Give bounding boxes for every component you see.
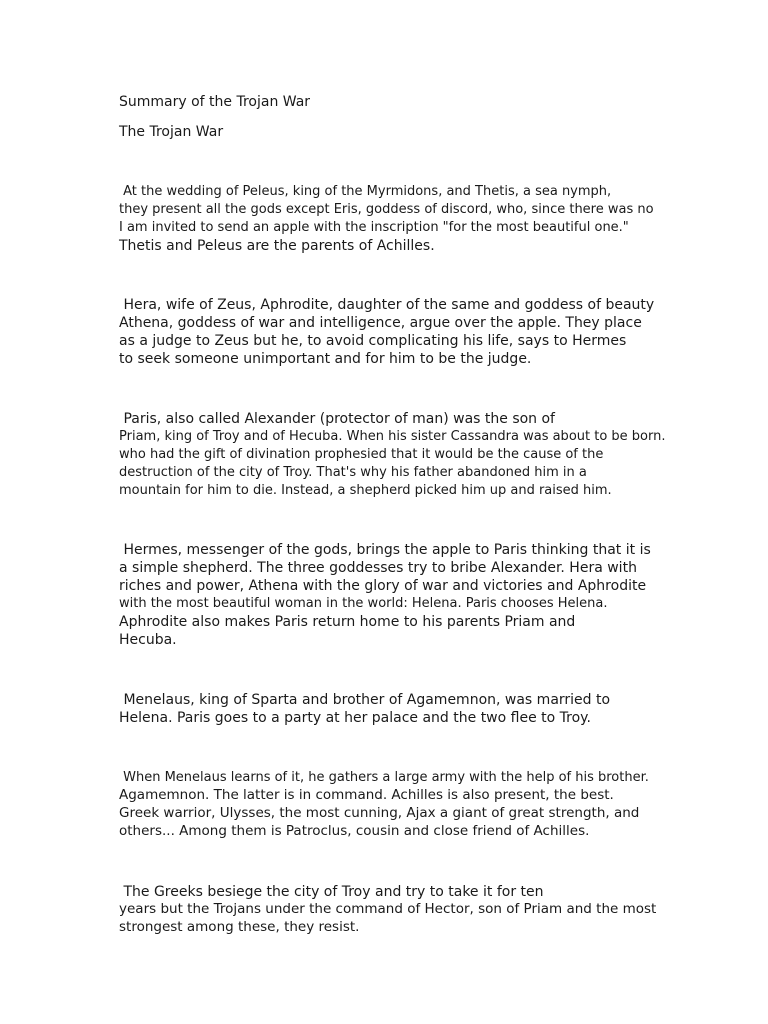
paragraph-line: riches and power, Athena with the glory of war and victories and Aphrodite	[119, 578, 647, 594]
paragraph-line: Hermes, messenger of the gods, brings the apple to Paris thinking that it is	[119, 542, 651, 558]
paragraph-line: as a judge to Zeus but he, to avoid complicating his life, says to Hermes	[119, 333, 627, 349]
paragraph-line: mountain for him to die. Instead, a shepherd picked him up and raised him.	[119, 483, 612, 498]
paragraph-line: a simple shepherd. The three goddesses try to bribe Alexander. Hera with	[119, 560, 637, 576]
paragraph-line: they present all the gods except Eris, goddess of discord, who, since there was no	[119, 202, 654, 217]
paragraph-line: Thetis and Peleus are the parents of Achilles.	[119, 238, 435, 254]
paragraph-line: Athena, goddess of war and intelligence, argue over the apple. They place	[119, 315, 642, 331]
paragraph-line: destruction of the city of Troy. That's why his father abandoned him in a	[119, 465, 587, 480]
paragraph-line: When Menelaus learns of it, he gathers a large army with the help of his brother.	[119, 770, 649, 785]
paragraph-line: Menelaus, king of Sparta and brother of Agamemnon, was married to	[119, 692, 611, 708]
document-title: Summary of the Trojan War	[119, 94, 311, 110]
paragraph-line: to seek someone unimportant and for him to be the judge.	[119, 351, 532, 367]
paragraph-line: Priam, king of Troy and of Hecuba. When his sister Cassandra was about to be born.	[119, 429, 666, 444]
paragraph-line: years but the Trojans under the command of Hector, son of Priam and the most	[119, 901, 657, 917]
paragraph-line: Paris, also called Alexander (protector of man) was the son of	[119, 411, 555, 427]
paragraph-line: with the most beautiful woman in the world: Helena. Paris chooses Helena.	[119, 596, 608, 611]
paragraph-line: strongest among these, they resist.	[119, 919, 360, 935]
paragraph-line: Helena. Paris goes to a party at her palace and the two flee to Troy.	[119, 710, 591, 726]
paragraph-line: Agamemnon. The latter is in command. Achilles is also present, the best.	[119, 787, 614, 803]
paragraph-line: who had the gift of divination prophesied that it would be the cause of the	[119, 447, 604, 462]
paragraph-line: others... Among them is Patroclus, cousin and close friend of Achilles.	[119, 823, 590, 839]
paragraph-line: At the wedding of Peleus, king of the Myrmidons, and Thetis, a sea nymph,	[119, 184, 612, 199]
paragraph-line: The Greeks besiege the city of Troy and try to take it for ten	[119, 884, 544, 900]
paragraph-line: I am invited to send an apple with the inscription "for the most beautiful one."	[119, 220, 629, 235]
document-subtitle: The Trojan War	[119, 124, 224, 140]
paragraph-line: Hecuba.	[119, 632, 177, 648]
paragraph-line: Aphrodite also makes Paris return home to his parents Priam and	[119, 614, 576, 630]
paragraph-line: Greek warrior, Ulysses, the most cunning, Ajax a giant of great strength, and	[119, 805, 640, 821]
paragraph-line: Hera, wife of Zeus, Aphrodite, daughter of the same and goddess of beauty	[119, 297, 655, 313]
